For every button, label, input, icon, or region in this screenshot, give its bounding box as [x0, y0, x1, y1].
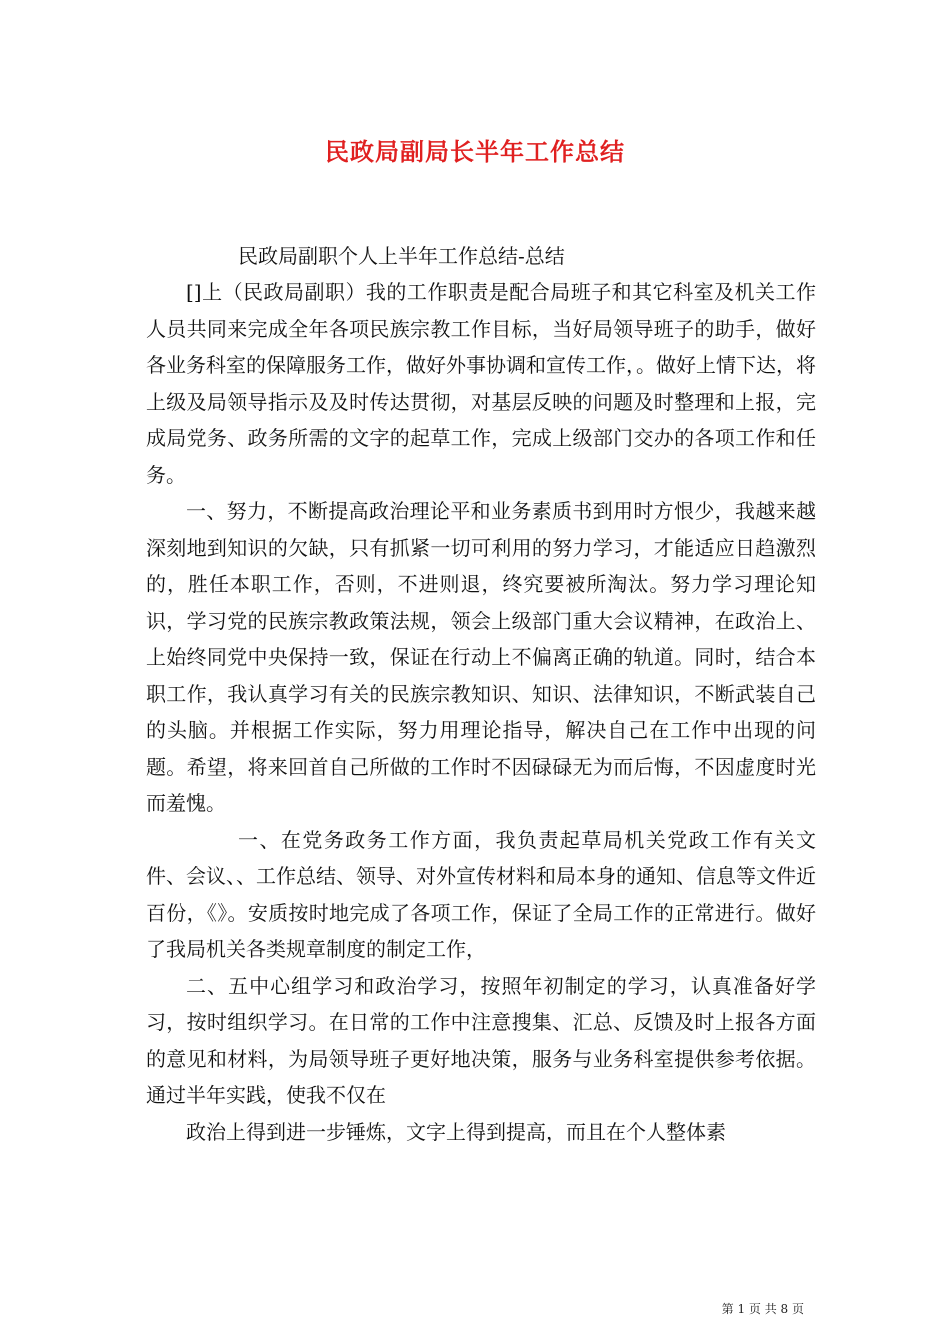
document-title: 民政局副局长半年工作总结 — [325, 137, 625, 166]
paragraph-party-affairs: 一、在党务政务工作方面，我负责起草局机关党政工作有关文件、会议、、工作总结、领导、对外宣传材料和局本身的通知、信息等文件近百份，《》。安质按时地完成了各项工作，保证了全局工作的正常进行。做好了我局机关各类规章制度的制定工作， — [146, 827, 816, 961]
paragraph-duties: []上（民政局副职）我的工作职责是配合局班子和其它科室及机关工作人员共同来完成全年各项民族宗教工作目标，当好局领导班子的助手，做好各业务科室的保障服务工作，做好外事协调和宣传工作，。做好上情下达，将上级及局领导指示及及时传达贯彻，对基层反映的问题及时整理和上报，完成局党务、政务所需的文字的起草工作，完成上级部门交办的各项工作和任务。 — [146, 280, 816, 487]
paragraph-group-study: 二、五中心组学习和政治学习，按照年初制定的学习，认真准备好学习，按时组织学习。在日常的工作中注意搜集、汇总、反馈及时上报各方面的意见和材料，为局领导班子更好地决策，服务与业务科室提供参考依据。通过半年实践，使我不仅在 — [146, 973, 816, 1107]
paragraph-continuation: 政治上得到进一步锤炼，文字上得到提高，而且在个人整体素 — [186, 1119, 726, 1144]
paragraph-study: 一、努力，不断提高政治理论平和业务素质书到用时方恨少，我越来越深刻地到知识的欠缺，只有抓紧一切可利用的努力学习，才能适应日趋激烈的，胜任本职工作，否则，不进则退，终究要被所淘汰。努力学习理论知识，学习党的民族宗教政策法规，领会上级部门重大会议精神，在政治上、上始终同党中央保持一致，保证在行动上不偏离正确的轨道。同时，结合本职工作，我认真学习有关的民族宗教知识、知识、法律知识，不断武装自己的头脑。并根据工作实际，努力用理论指导，解决自己在工作中出现的问题。希望，将来回首自己所做的工作时不因碌碌无为而后悔，不因虚度时光而羞愧。 — [146, 499, 816, 815]
document-body — [146, 238, 816, 1150]
page-number: 第 1 页 共 8 页 — [721, 1302, 804, 1316]
document-subtitle: 民政局副职个人上半年工作总结-总结 — [238, 244, 565, 268]
